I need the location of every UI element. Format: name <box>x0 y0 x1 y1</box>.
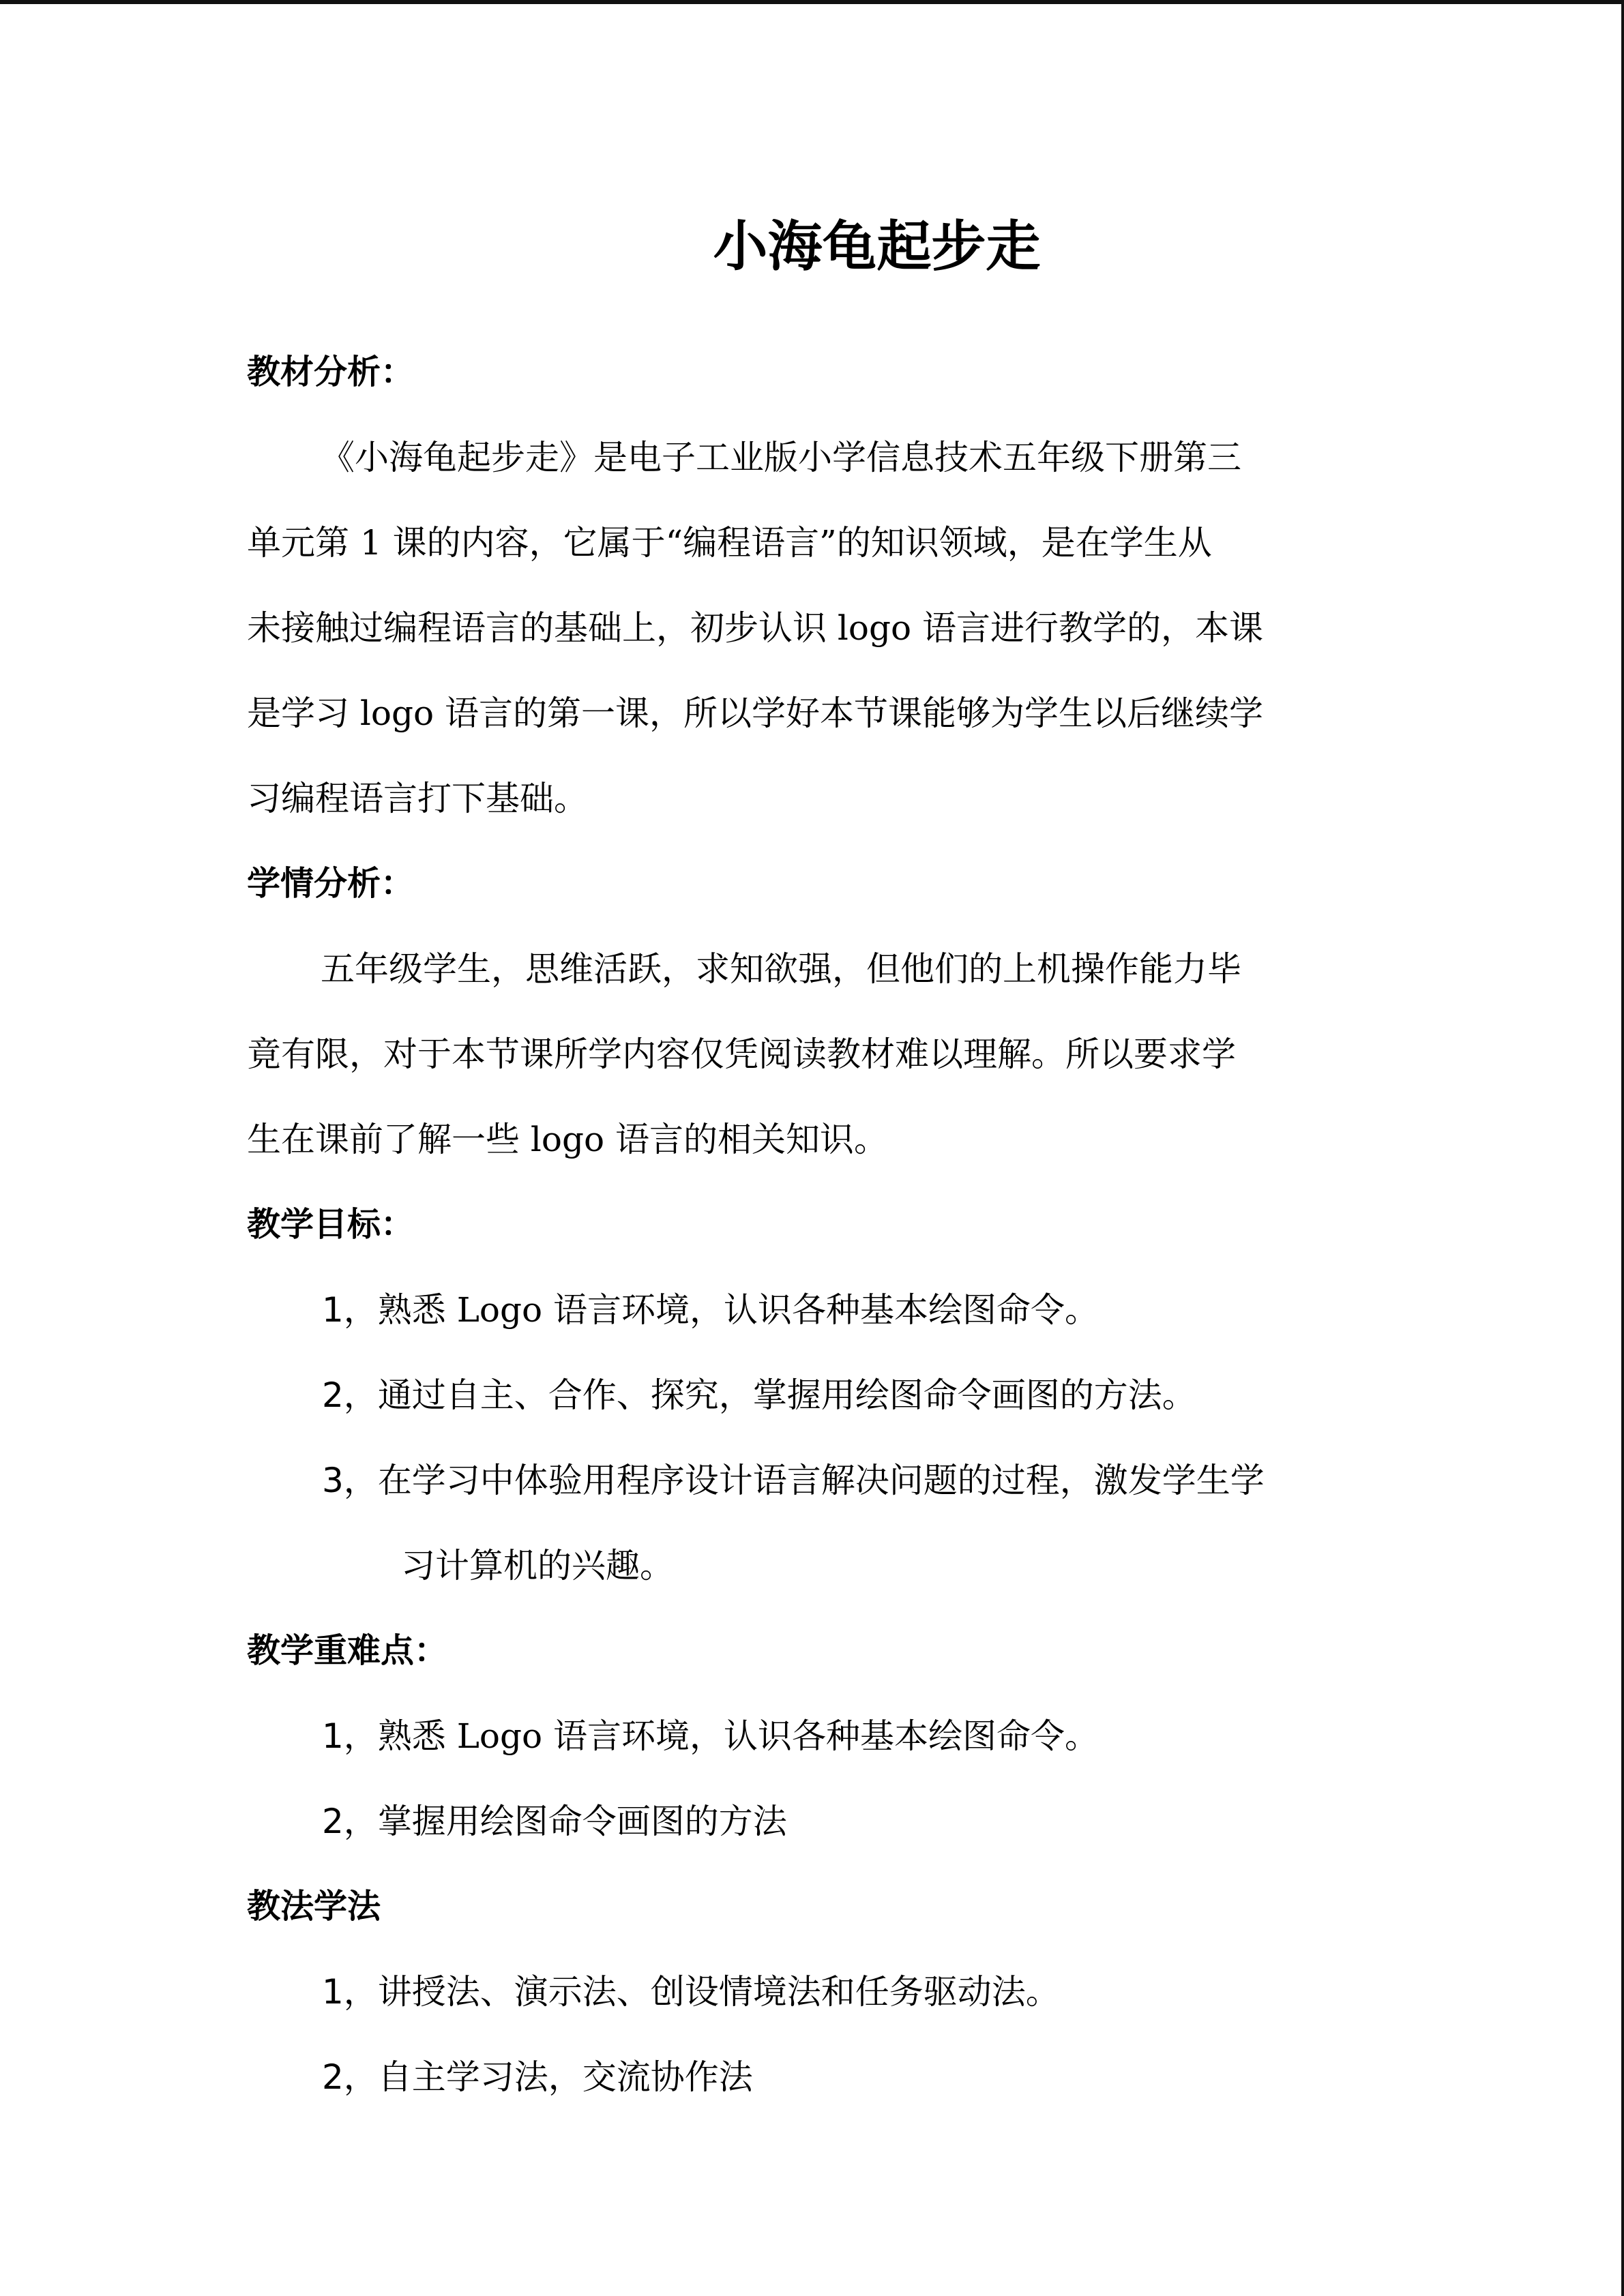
list-item-text: 在学习中体验用程序设计语言解决问题的过程，激发学生学 <box>377 1461 1265 1500</box>
list-item <box>322 1800 787 1843</box>
list-item <box>322 1288 1099 1332</box>
section-heading-teaching-methods: 教法学法 <box>247 1887 381 1926</box>
section-heading-material-analysis: 教材分析： <box>247 353 415 391</box>
list-item-text: 自主学习法，交流协作法 <box>377 2057 753 2097</box>
paragraph-line: 是学习 logo 语言的第一课，所以学好本节课能够为学生以后继续学 <box>247 694 1263 733</box>
list-item-number: 1， <box>322 1290 378 1330</box>
section-heading-student-analysis: 学情分析： <box>247 864 415 903</box>
list-item-continuation: 习计算机的兴趣。 <box>401 1546 674 1585</box>
list-item-text: 掌握用绘图命令画图的方法 <box>377 1802 787 1841</box>
paragraph-line: 《小海龟起步走》是电子工业版小学信息技术五年级下册第三 <box>321 438 1241 477</box>
list-item-number: 1， <box>322 1716 378 1756</box>
section-heading-teaching-goals: 教学目标： <box>247 1205 415 1244</box>
list-item <box>322 2055 753 2099</box>
list-item-number: 1， <box>322 1972 378 2012</box>
list-item-text: 熟悉 Logo 语言环境，认识各种基本绘图命令。 <box>377 1290 1099 1330</box>
list-item-number: 3， <box>322 1461 378 1500</box>
document-title: 小海龟起步走 <box>713 214 1041 278</box>
paragraph-line: 生在课前了解一些 logo 语言的相关知识。 <box>247 1120 888 1159</box>
list-item-number: 2， <box>322 2057 378 2097</box>
paragraph-line: 习编程语言打下基础。 <box>247 779 588 818</box>
paragraph-line: 未接触过编程语言的基础上，初步认识 logo 语言进行教学的，本课 <box>247 608 1263 648</box>
list-item <box>322 1459 1265 1502</box>
paragraph-line: 五年级学生，思维活跃，求知欲强，但他们的上机操作能力毕 <box>321 949 1241 989</box>
list-item-text: 熟悉 Logo 语言环境，认识各种基本绘图命令。 <box>377 1716 1099 1756</box>
section-heading-key-points: 教学重难点： <box>247 1631 448 1670</box>
list-item <box>322 1970 1060 2014</box>
list-item-text: 讲授法、演示法、创设情境法和任务驱动法。 <box>377 1972 1060 2012</box>
list-item-text: 通过自主、合作、探究，掌握用绘图命令画图的方法。 <box>377 1375 1196 1415</box>
paragraph-line: 竟有限，对于本节课所学内容仅凭阅读教材难以理解。所以要求学 <box>247 1034 1236 1074</box>
paragraph-line: 单元第 1 课的内容，它属于“编程语言”的知识领域，是在学生从 <box>247 523 1212 563</box>
list-item <box>322 1373 1196 1417</box>
list-item-number: 2， <box>322 1375 378 1415</box>
list-item <box>322 1714 1099 1758</box>
list-item-number: 2， <box>322 1802 378 1841</box>
